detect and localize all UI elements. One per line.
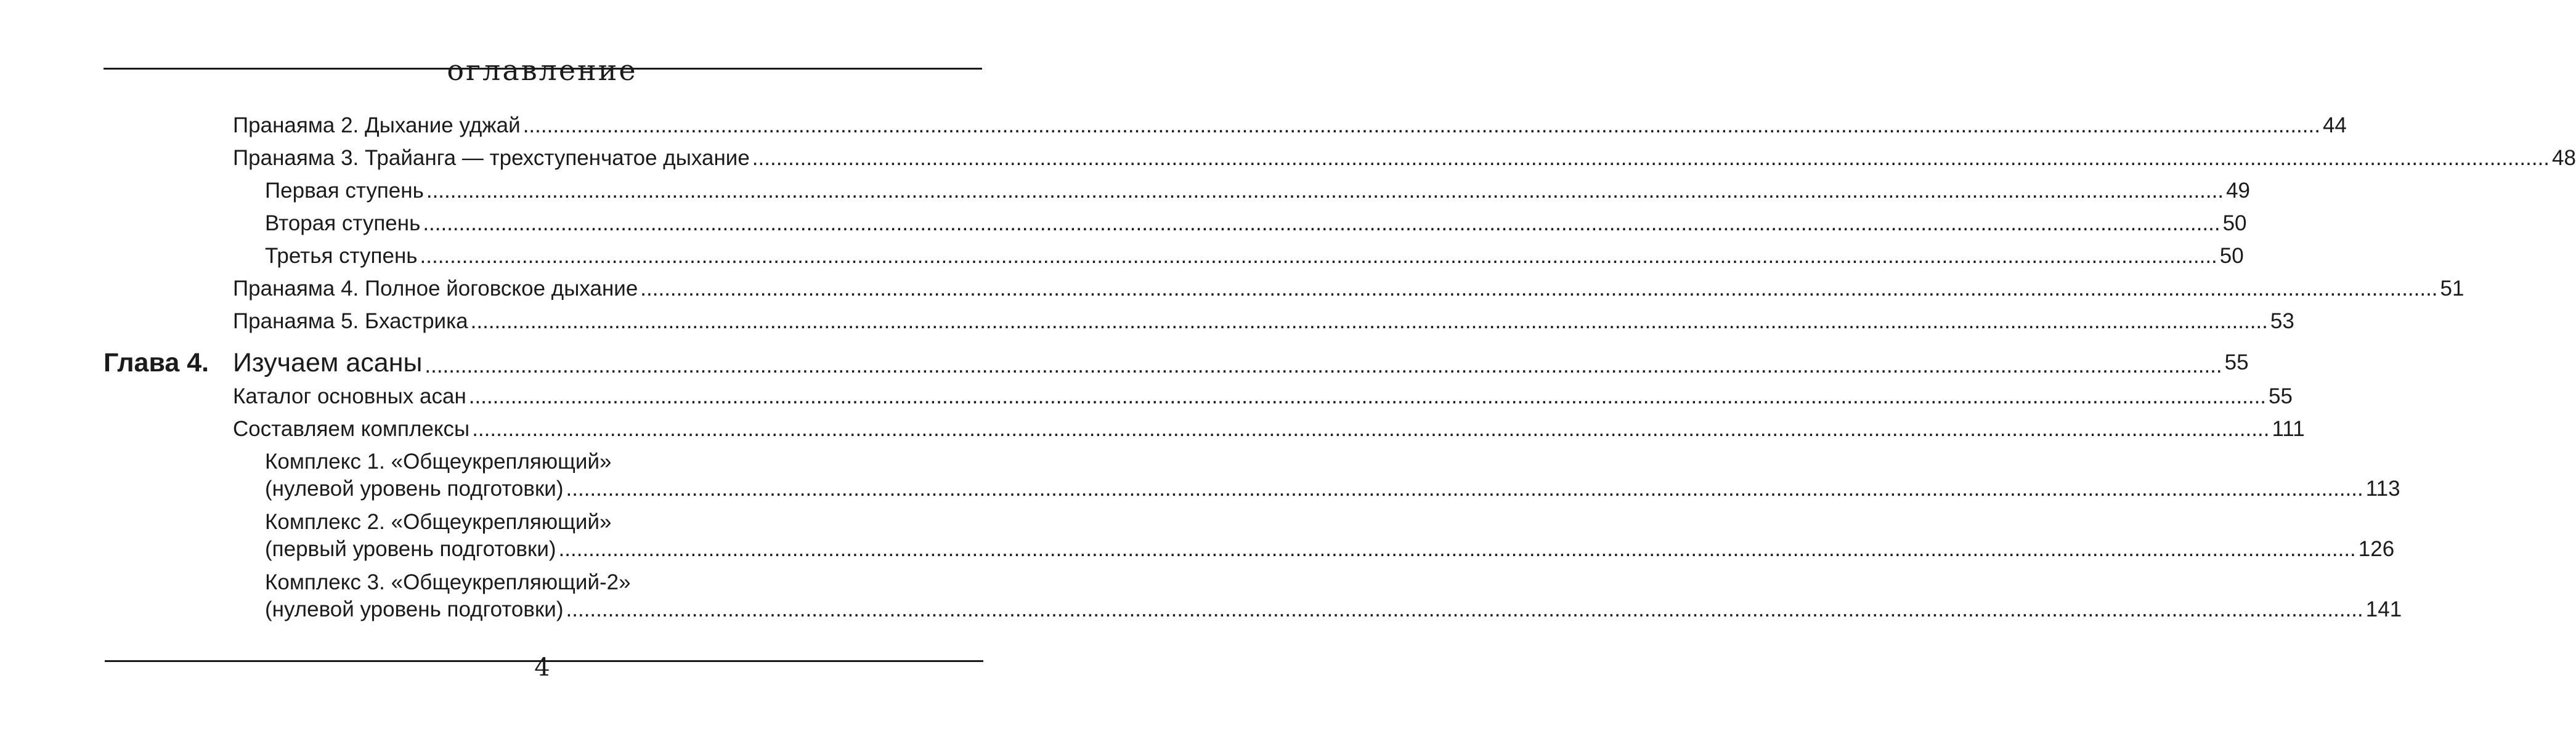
toc-entry[interactable] <box>265 536 2395 563</box>
header-title: оглавление <box>447 54 638 87</box>
dot-leader: ............................................................................................................................................................................................................................................................................................................ <box>640 277 2438 301</box>
dot-leader: ............................................................................................................................................................................................................................................................................................................ <box>468 384 2267 408</box>
dot-leader: ............................................................................................................................................................................................................................................................................................................ <box>425 353 2222 378</box>
toc-entry-text: (нулевой уровень подготовки) <box>265 477 564 501</box>
complex-title[interactable]: Комплекс 2. «Общеукрепляющий» <box>265 510 612 534</box>
dot-leader: ............................................................................................................................................................................................................................................................................................................ <box>566 597 2363 621</box>
toc-entry-text: (первый уровень подготовки) <box>265 537 556 561</box>
dot-leader: ............................................................................................................................................................................................................................................................................................................ <box>426 179 2224 203</box>
toc-entry-page: 51 <box>2440 277 2464 301</box>
dot-leader: ............................................................................................................................................................................................................................................................................................................ <box>472 417 2270 441</box>
toc-entry-page: 113 <box>2365 477 2400 501</box>
toc-entry-page: 44 <box>2322 113 2347 137</box>
toc-entry-text: (нулевой уровень подготовки) <box>265 597 564 621</box>
toc-entry[interactable] <box>233 383 2293 410</box>
dot-leader: ............................................................................................................................................................................................................................................................................................................ <box>470 309 2268 333</box>
toc-entry[interactable] <box>233 145 2576 172</box>
dot-leader: ............................................................................................................................................................................................................................................................................................................ <box>522 113 2320 137</box>
page-number: 4 <box>534 653 550 682</box>
toc-entry[interactable] <box>265 177 2251 204</box>
toc-entry-page: 53 <box>2270 309 2294 333</box>
complex-title[interactable]: Комплекс 3. «Общеукрепляющий-2» <box>265 570 631 594</box>
toc-entry[interactable] <box>265 243 2244 270</box>
toc-entry-page: 111 <box>2272 417 2305 441</box>
dot-leader: ............................................................................................................................................................................................................................................................................................................ <box>752 146 2550 170</box>
toc-entry-text: Пранаяма 3. Трайанга — трехступенчатое дыхание <box>233 146 750 170</box>
toc-entry-text: Пранаяма 5. Бхастрика <box>233 309 468 333</box>
toc-entry-text: Пранаяма 2. Дыхание уджай <box>233 113 521 137</box>
toc-entry-text: Составляем комплексы <box>233 417 470 441</box>
dot-leader: ............................................................................................................................................................................................................................................................................................................ <box>423 211 2220 235</box>
dot-leader: ............................................................................................................................................................................................................................................................................................................ <box>566 477 2363 501</box>
toc-entry-page: 48 <box>2552 146 2576 170</box>
toc-entry[interactable] <box>265 475 2400 503</box>
toc-entry[interactable] <box>233 308 2294 335</box>
toc-entry-text: Первая ступень <box>265 179 424 203</box>
chapter-heading[interactable] <box>104 346 2249 379</box>
toc-entry[interactable] <box>265 210 2247 237</box>
toc-entry-text: Каталог основных асан <box>233 384 466 408</box>
toc-entry-page: 141 <box>2365 597 2402 621</box>
toc-entry[interactable] <box>233 112 2347 139</box>
toc-entry-text: Вторая ступень <box>265 211 421 235</box>
toc-entry-page: 126 <box>2358 537 2395 561</box>
toc-entry-page: 55 <box>2269 384 2293 408</box>
toc-entry-page: 50 <box>2222 211 2247 235</box>
complex-title[interactable]: Комплекс 1. «Общеукрепляющий» <box>265 450 612 474</box>
toc-entry[interactable] <box>233 416 2305 443</box>
toc-entry[interactable] <box>233 275 2464 302</box>
toc-entry[interactable] <box>265 596 2402 623</box>
dot-leader: ............................................................................................................................................................................................................................................................................................................ <box>420 244 2217 268</box>
toc-entry-text: Третья ступень <box>265 244 418 268</box>
dot-leader: ............................................................................................................................................................................................................................................................................................................ <box>558 537 2356 561</box>
toc-entry-page: 50 <box>2219 244 2244 268</box>
toc-entry-page: 49 <box>2226 179 2251 203</box>
chapter-title: Изучаем асаны <box>233 348 423 378</box>
chapter-label: Глава 4. <box>104 348 209 378</box>
chapter-page: 55 <box>2224 350 2249 374</box>
toc-entry-text: Пранаяма 4. Полное йоговское дыхание <box>233 277 638 301</box>
